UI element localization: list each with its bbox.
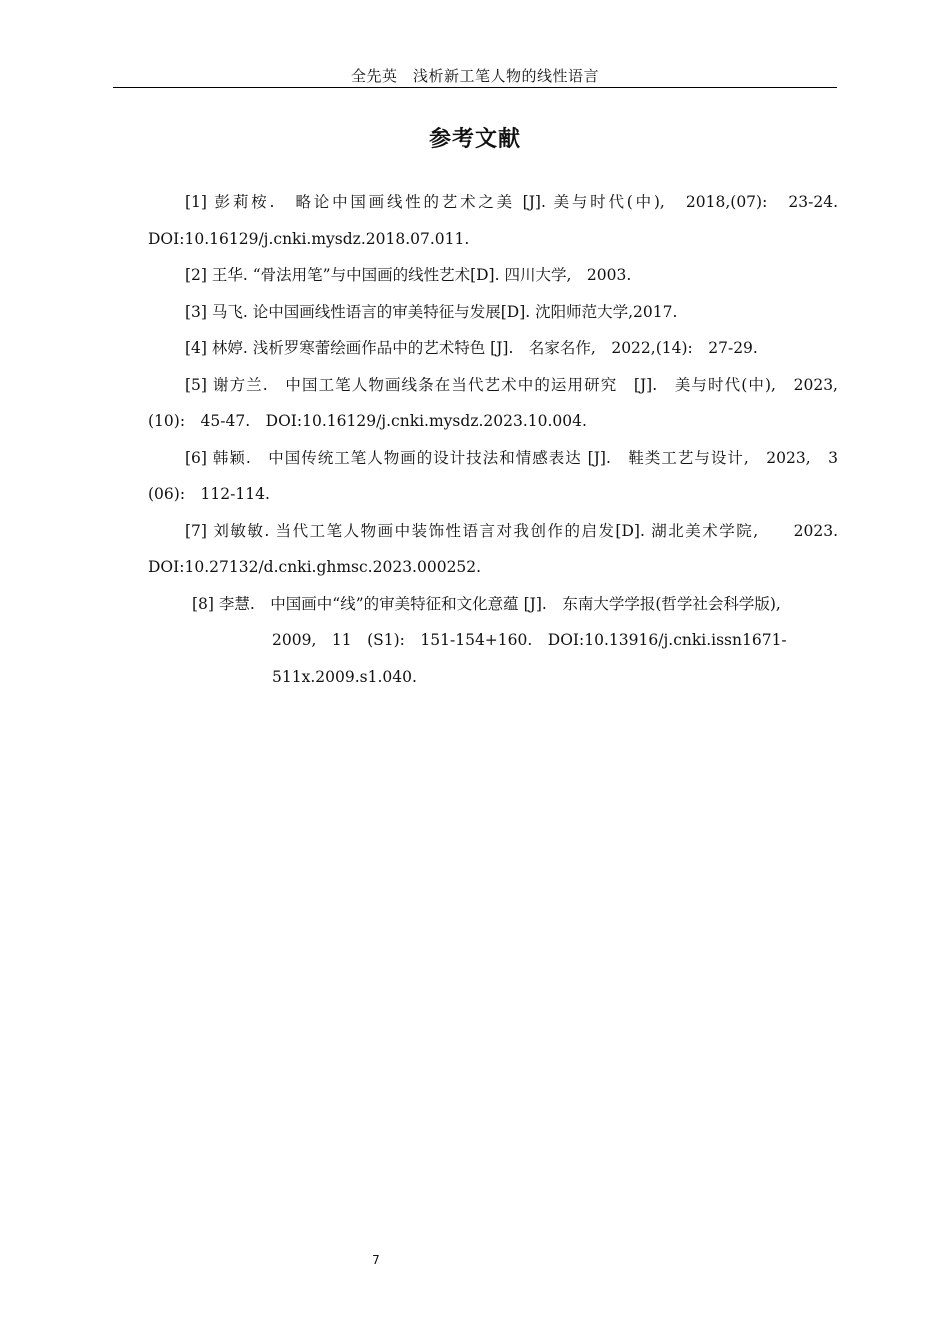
references-title: 参考文献: [428, 127, 521, 152]
page-number: 7: [372, 1253, 380, 1267]
reference-item-1: [1] 彭莉桉. 略论中国画线性的艺术之美 [J]. 美与时代(中), 2018,(07): 23-24. DOI:10.16129/j.cnki.mysdz.2018.07.011.: [148, 193, 854, 248]
reference-item-7: [7] 刘敏敏. 当代工笔人物画中装饰性语言对我创作的启发[D]. 湖北美术学院, 2023. DOI:10.27132/d.cnki.ghmsc.2023.000252.: [148, 521, 843, 576]
reference-item-6: [6] 韩颖. 中国传统工笔人物画的设计技法和情感表达 [J]. 鞋类工艺与设计, 2023, 3 (06): 112-114.: [148, 448, 854, 503]
header-rule: [113, 87, 837, 88]
reference-list: [148, 184, 870, 695]
reference-item-8: [8] 李慧. 中国画中“线”的审美特征和文化意蕴 [J]. 东南大学学报(哲学社会科学版), 2009, 11 (S1): 151-154+160. DOI:10.13916/j.cnki.issn1671-511x.2009.s1.040.: [192, 594, 797, 686]
reference-item-3: [3] 马飞. 论中国画线性语言的审美特征与发展[D]. 沈阳师范大学,2017.: [185, 302, 678, 321]
running-header: 全先英 浅析新工笔人物的线性语言: [350, 67, 599, 85]
reference-item-2: [2] 王华. “骨法用笔”与中国画的线性艺术[D]. 四川大学, 2003.: [185, 266, 632, 284]
reference-item-5: [5] 谢方兰. 中国工笔人物画线条在当代艺术中的运用研究 [J]. 美与时代(中), 2023, (10): 45-47. DOI:10.16129/j.cnki.mysdz.2023.10.004.: [148, 375, 870, 430]
reference-item-4: [4] 林婷. 浅析罗寒蕾绘画作品中的艺术特色 [J]. 名家名作, 2022,(14): 27-29.: [185, 339, 758, 357]
